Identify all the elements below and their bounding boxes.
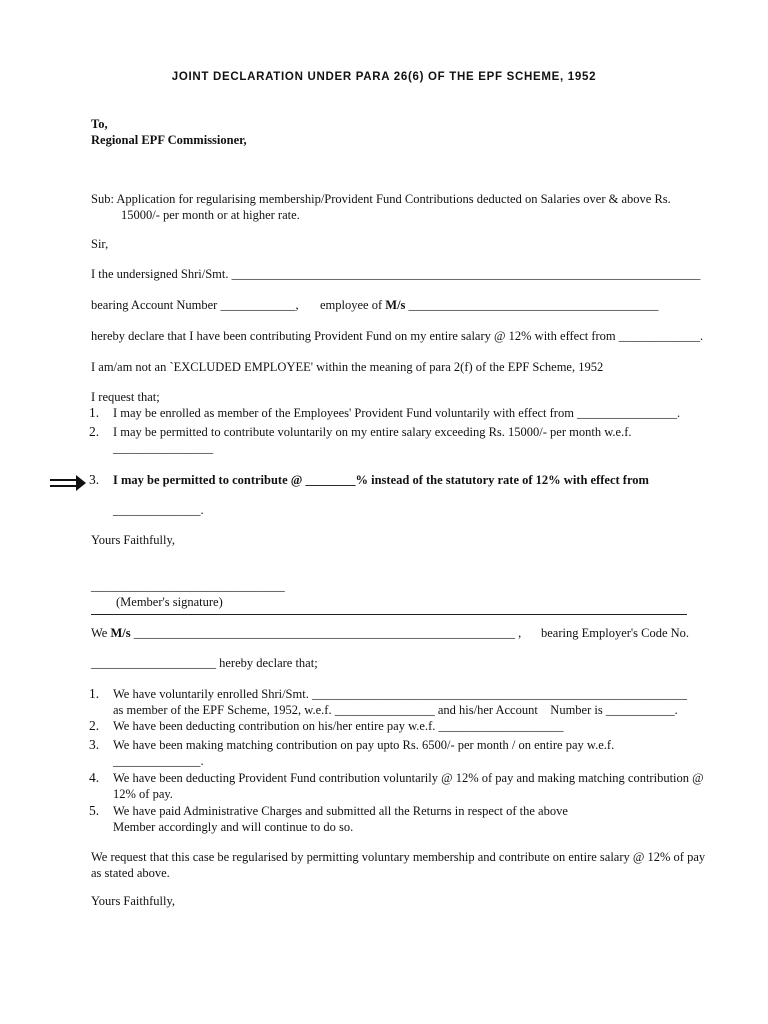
employee-closing: Yours Faithfully, [91,533,176,547]
request-3-continuation: ______________. [113,503,204,517]
contribution-declaration: hereby declare that I have been contributing Provident Fund on my entire salary @ 12% with effect from _____________. [91,329,704,343]
employer-item-3-text: We have been making matching contribution on pay upto Rs. 6500/- per month / on entire pay w.e.f. [113,738,615,752]
excluded-employee-line: I am/am not an `EXCLUDED EMPLOYEE' within the meaning of para 2(f) of the EPF Scheme, 1952 [91,360,604,374]
arrow-right-icon [48,472,88,494]
ms-label: M/s [385,298,406,312]
employer-request-line-2: as stated above. [91,866,170,880]
employer-ms-label: M/s [110,626,131,640]
employer-code-label: bearing Employer's Code No. [541,626,690,640]
employer-item-4-text: We have been deducting Provident Fund contribution voluntarily @ 12% of pay and making matching contribution @ [113,771,704,785]
employer-item-1-number: 1. [89,686,100,701]
addressee-office: Regional EPF Commissioner, [91,133,247,147]
employer-name-blank: ________________________________________ [408,298,659,312]
employer-name-line [91,626,521,641]
document-title: JOINT DECLARATION UNDER PARA 26(6) OF THE EPF SCHEME, 1952 [171,71,597,83]
request-1-number: 1. [89,405,100,420]
subject-line-1: Sub: Application for regularising membership/Provident Fund Contributions deducted on Salaries over & above Rs. [91,192,671,206]
subject-line-2: 15000/- per month or at higher rate. [121,208,300,222]
member-signature-label: (Member's signature) [116,595,223,609]
request-3-number: 3. [89,472,100,487]
employer-declare-line: ____________________ hereby declare that; [91,656,318,670]
employer-item-5-number: 5. [89,803,100,818]
employee-of-label: employee of [320,298,383,312]
to-label: To, [91,117,108,131]
request-1-text: I may be enrolled as member of the Employees' Provident Fund voluntarily with effect from ________________. [113,406,681,420]
employer-item-1-continuation: as member of the EPF Scheme, 1952, w.e.f. ________________ and his/her Account Number is ___________. [113,703,678,717]
employer-request-line-1: We request that this case be regularised by permitting voluntary membership and contribute on entire salary @ 12% of pay [91,850,706,864]
employer-item-5-text: We have paid Administrative Charges and submitted all the Returns in respect of the above [113,804,568,818]
employer-item-3-continuation: ______________. [113,754,204,768]
employee-of-line [320,298,659,313]
employer-item-1-text: We have voluntarily enrolled Shri/Smt. ____________________________________________________________ [113,687,687,701]
employer-item-5-continuation: Member accordingly and will continue to do so. [113,820,354,834]
request-intro: I request that; [91,390,160,404]
employer-item-4-continuation: 12% of pay. [113,787,173,801]
employer-item-2-number: 2. [89,718,100,733]
employee-name-line: I the undersigned Shri/Smt. ___________________________________________________________________________ [91,267,701,281]
request-3-text: I may be permitted to contribute @ ________% instead of the statutory rate of 12% with effect from [113,473,649,487]
request-2-text: I may be permitted to contribute voluntarily on my entire salary exceeding Rs. 15000/- per month w.e.f. [113,425,632,439]
member-signature-line: _______________________________ [91,579,285,593]
salutation: Sir, [91,237,109,251]
employer-name-blank: _____________________________________________________________ , [133,626,522,640]
employer-item-2-text: We have been deducting contribution on his/her entire pay w.e.f. ____________________ [113,719,564,733]
section-divider [91,614,687,615]
we-label: We [91,626,108,640]
employer-item-4-number: 4. [89,770,100,785]
request-2-number: 2. [89,424,100,439]
employer-closing: Yours Faithfully, [91,894,176,908]
employer-item-3-number: 3. [89,737,100,752]
request-2-continuation: ________________ [113,441,213,455]
account-number-line: bearing Account Number ____________, [91,298,299,312]
